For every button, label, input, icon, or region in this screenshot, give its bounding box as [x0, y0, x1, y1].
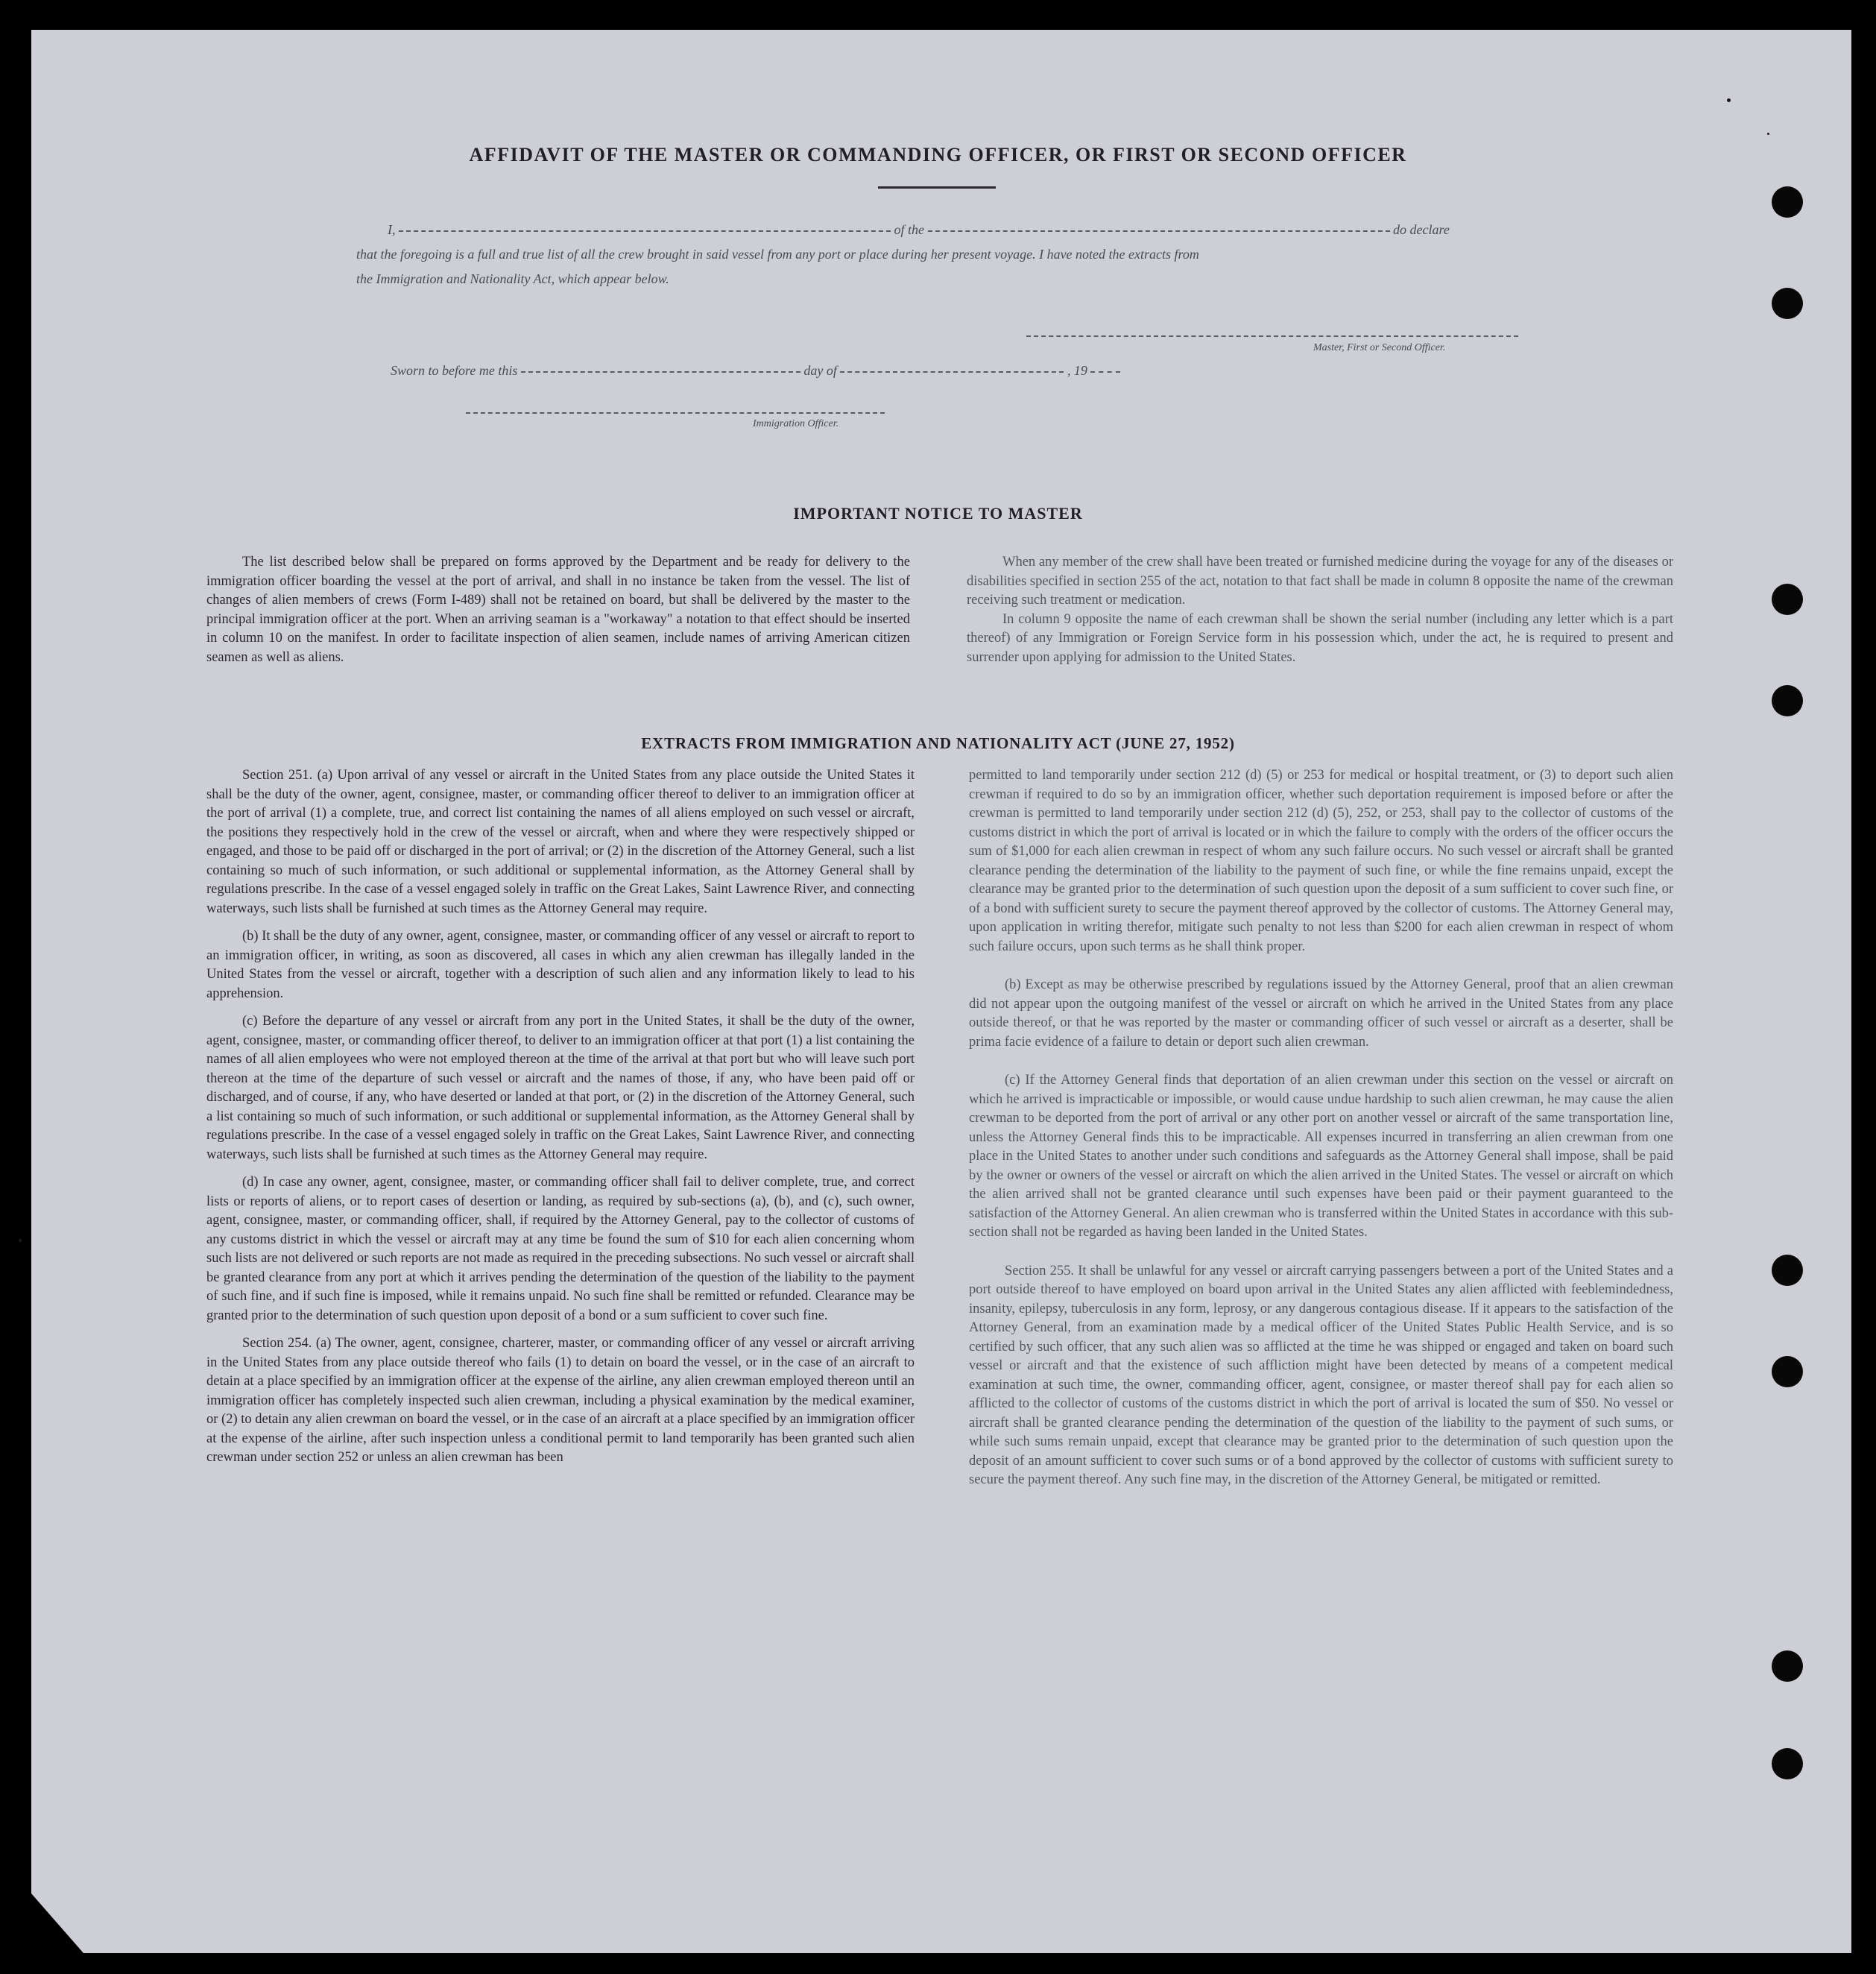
extract-section-254a: Section 254. (a) The owner, agent, consignee, charterer, master, or commanding officer of any vessel or aircraft arriving in the United States from any place outside thereof who fails (1) to detain on board the vessel, or in the case of an aircraft to detain at a place specified by an immigration officer at the expense of the airline, any alien crewman employed thereon until an immigration officer has completely inspected such alien crewman, including a physical examination by the medical examiner, or (2) to detain any alien crewman on board the vessel, or in the case of an aircraft at a place specified by an immigration officer at the expense of the airline, after such inspection unless a conditional permit to land temporarily has been granted such alien crewman under section 252 or unless an alien crewman has been: [206, 1336, 915, 1465]
extract-section-254a-cont: permitted to land temporarily under section 212 (d) (5) or 253 for medical or hospital treatment, or (3) to deport such alien crewman if required to do so by an immigration officer, whether such deportation requirement is imposed before or after the crewman is permitted to land temporarily under section 212 (d) (5), 252, or 253, shall pay to the collector of customs of the customs district in which the port of arrival is located or in which the failure to comply with the orders of the officer occurs the sum of $1,000 for each alien crewman in respect of whom any such failure occurs. No such vessel or aircraft shall be granted clearance pending the determination of the liability to the payment of such fine, or while the fine remains unpaid, except the clearance may be granted prior to the determination of such question upon the deposit of a sum sufficient to cover such fine, or of a bond with sufficient surety to secure the payment thereof approved by the collector of customs. The Attorney General may, upon application in writing therefor, mitigate such penalty to not less than $200 for each alien crewman in respect of whom such failure occurs, upon such terms as he shall think proper.: [969, 768, 1673, 954]
affidavit-line-1: [388, 222, 1450, 238]
affidavit-title: AFFIDAVIT OF THE MASTER OR COMMANDING OFFICER, OR FIRST OR SECOND OFFICER: [469, 144, 1407, 165]
extracts-right-column: [969, 766, 1673, 1499]
punch-hole: [1772, 1650, 1803, 1682]
punch-hole: [1772, 288, 1803, 319]
sworn-label: Sworn to before me this: [391, 363, 518, 378]
extract-section-251c: (c) Before the departure of any vessel or aircraft from any port in the United States, it shall be the duty of the owner, agent, consignee, master, or commanding officer thereof, to deliver to an immigration officer at that port (1) a list containing the names of all alien employees who were not employed thereon at the time of the arrival at that port but who will leave such port thereon at the time of the departure of such vessel or aircraft and the names of those, if any, who have been paid off or discharged, and of course, if any, who have deserted or landed at that port, or (2) in the discretion of the Attorney General, such a list containing so much of such information, or such additional or supplemental information, as the Attorney General shall by regulations prescribe. In the case of a vessel engaged solely in traffic on the Great Lakes, Saint Lawrence River, and connecting waterways, such lists shall be furnished at such times as the Attorney General may require.: [206, 1014, 915, 1162]
extract-section-251b: (b) It shall be the duty of any owner, agent, consignee, master, or commanding officer of any vessel or aircraft to report to an immigration officer, in writing, as soon as discovered, all cases in which any alien crewman has illegally landed in the United States from the vessel or aircraft, together with a description of such alien and any information likely to lead to his apprehension.: [206, 929, 915, 1001]
extracts-title: EXTRACTS FROM IMMIGRATION AND NATIONALITY ACT (JUNE 27, 1952): [641, 734, 1235, 752]
title-rule: [878, 186, 996, 189]
affidavit-i: I,: [388, 222, 396, 237]
name-blank: [399, 230, 891, 232]
punch-hole: [1772, 685, 1803, 716]
affidavit-line-2: that the foregoing is a full and true list of all the crew brought in said vessel from any port or place during her present voyage. I have noted the extracts from: [356, 247, 1199, 262]
extract-section-254c: (c) If the Attorney General finds that deportation of an alien crewman under this section on the vessel or aircraft on which he arrived is impracticable or impossible, or would cause undue hardship to such alien crewman, he may cause the alien crewman to be deported from the port of arrival or any other port on another vessel or aircraft of the same transportation line, unless the Attorney General finds this to be impracticable. All expenses incurred in transferring an alien crewman from one place in the United States to another under such conditions and safeguards as the Attorney General shall impose, shall be paid by the owner or owners of the vessel or aircraft on which the alien arrived in the United States. The vessel or aircraft on which the alien arrived shall not be granted clearance until such expenses have been paid or their payment guaranteed to the satisfaction of the Attorney General. An alien crewman who is transferred within the United States in accordance with this sub-section shall not be regarded as having been landed in the United States.: [969, 1073, 1673, 1240]
extract-section-251d: (d) In case any owner, agent, consignee, master, or commanding officer shall fail to deliver complete, true, and correct lists or reports of aliens, or to report cases of desertion or landing, as required by sub-sections (a), (b), and (c), such owner, agent, consignee, master, or commanding officer, shall, if required by the Attorney General, pay to the collector of customs of any customs district in which the vessel or aircraft may at any time be found the sum of $10 for each alien concerning whom such lists are not delivered or such reports are not made as required in the preceding subsections. No such vessel or aircraft shall be granted clearance from any port at which it arrives pending the determination of the question of the liability to the payment of such fine, and if such fine is imposed, while it remains unpaid. No such fine shall be remitted or refunded. Clearance may be granted prior to the determination of such question upon deposit of a bond or a sum sufficient to cover such fine.: [206, 1175, 915, 1323]
year-blank: [1090, 370, 1120, 373]
punch-hole: [1772, 584, 1803, 615]
master-signature-line: [1026, 335, 1518, 337]
extract-section-251a: Section 251. (a) Upon arrival of any vessel or aircraft in the United States from any place outside the United States it shall be the duty of the owner, agent, consignee, master, or commanding officer thereof to deliver to an immigration officer at the port of arrival (1) a complete, true, and correct list containing the names of all aliens employed on such vessel or aircraft, the positions they respectively hold in the crew of the vessel or aircraft, when and where they were respectively shipped or engaged, and those to be paid off or discharged in the port of arrival; or (2) in the discretion of the Attorney General, such a list containing so much of such information, or such additional or supplemental information, as the Attorney General shall by regulations prescribe. In the case of a vessel engaged solely in traffic on the Great Lakes, Saint Lawrence River, and connecting waterways, such lists shall be furnished at such times as the Attorney General may require.: [206, 768, 915, 916]
extract-section-255: Section 255. It shall be unlawful for any vessel or aircraft carrying passengers between a port of the United States and a port outside thereof to have employed on board upon arrival in the United States any alien afflicted with feeblemindedness, insanity, epilepsy, tuberculosis in any form, leprosy, or any dangerous contagious disease. If it appears to the satisfaction of the Attorney General, from an examination made by a medical officer of the United States Public Health Service, and is so certified by such officer, that any such alien was so afflicted at the time he was shipped or engaged and taken on board such vessel or aircraft and that the existence of such affliction might have been detected by means of a competent medical examination at such time, the owner, commanding officer, agent, consignee, or master thereof shall pay for each alien so afflicted to the collector of customs of the customs district in which the port of arrival is located the sum of $50. No vessel or aircraft shall be granted clearance pending the determination of the question of the liability to the payment of such sums, or while such sums remain unpaid, except that clearance may be granted prior to the determination of such question upon the deposit of an amount sufficient to cover such sums or of a bond approved by the collector of customs with sufficient surety to secure the payment thereof. Any such fine may, in the discretion of the Attorney General, be mitigated or remitted.: [969, 1263, 1673, 1487]
punch-hole: [1772, 1356, 1803, 1387]
master-caption: Master, First or Second Officer.: [1313, 342, 1446, 353]
notice-left: [206, 553, 910, 667]
day-of-label: day of: [803, 363, 837, 378]
punch-hole: [1772, 1748, 1803, 1779]
punch-hole: [1772, 186, 1803, 218]
speck: [1767, 133, 1769, 135]
officer-signature-line: [466, 412, 885, 414]
year-label: , 19: [1067, 363, 1087, 378]
officer-caption: Immigration Officer.: [753, 418, 839, 429]
notice-left-paragraph: The list described below shall be prepared on forms approved by the Department and be ready for delivery to the immigration officer boarding the vessel at the port of arrival, and shall in no instance be taken from the vessel. The list of changes of alien members of crews (Form I-489) shall not be retained on board, but shall be delivered by the master to the principal immigration officer at the port. When an arriving seaman is a "workaway" a notation to that effect should be inserted in column 10 on the manifest. In order to facilitate inspection of alien seamen, include names of arriving American citizen seamen as well as aliens.: [206, 555, 910, 665]
month-blank: [840, 370, 1064, 373]
speck: [1727, 98, 1731, 102]
notice-right-paragraph-2: In column 9 opposite the name of each crewman shall be shown the serial number (including any letter which is a part thereof) of any Immigration or Foreign Service form in his possession which, under the act, he is required to present and surrender upon applying for admission to the United States.: [967, 611, 1673, 665]
affidavit-declare: do declare: [1393, 222, 1450, 237]
notice-title: IMPORTANT NOTICE TO MASTER: [793, 504, 1083, 523]
affidavit-line-3: the Immigration and Nationality Act, which appear below.: [356, 271, 669, 286]
notice-right: [967, 553, 1673, 667]
sworn-date-blank: [521, 370, 800, 373]
extracts-left-column: [206, 766, 915, 1477]
extract-section-254b: (b) Except as may be otherwise prescribed by regulations issued by the Attorney General, proof that an alien crewman did not appear upon the outgoing manifest of the vessel or aircraft on which he arrived in the United States from any place outside thereof, or that he was reported by the master or commanding officer of such vessel or aircraft as a deserter, shall be prima facie evidence of a failure to detain or deport such alien crewman.: [969, 977, 1673, 1050]
notice-right-paragraph-1: When any member of the crew shall have been treated or furnished medicine during the voyage for any of the diseases or disabilities specified in section 255 of the act, notation to that fact shall be made in column 8 opposite the name of the crewman receiving such treatment or medication.: [967, 555, 1673, 608]
affidavit-of-the: of the: [894, 222, 924, 237]
sworn-line: [391, 363, 1120, 379]
vessel-blank: [928, 230, 1390, 232]
speck: [19, 1239, 22, 1242]
punch-hole: [1772, 1255, 1803, 1286]
